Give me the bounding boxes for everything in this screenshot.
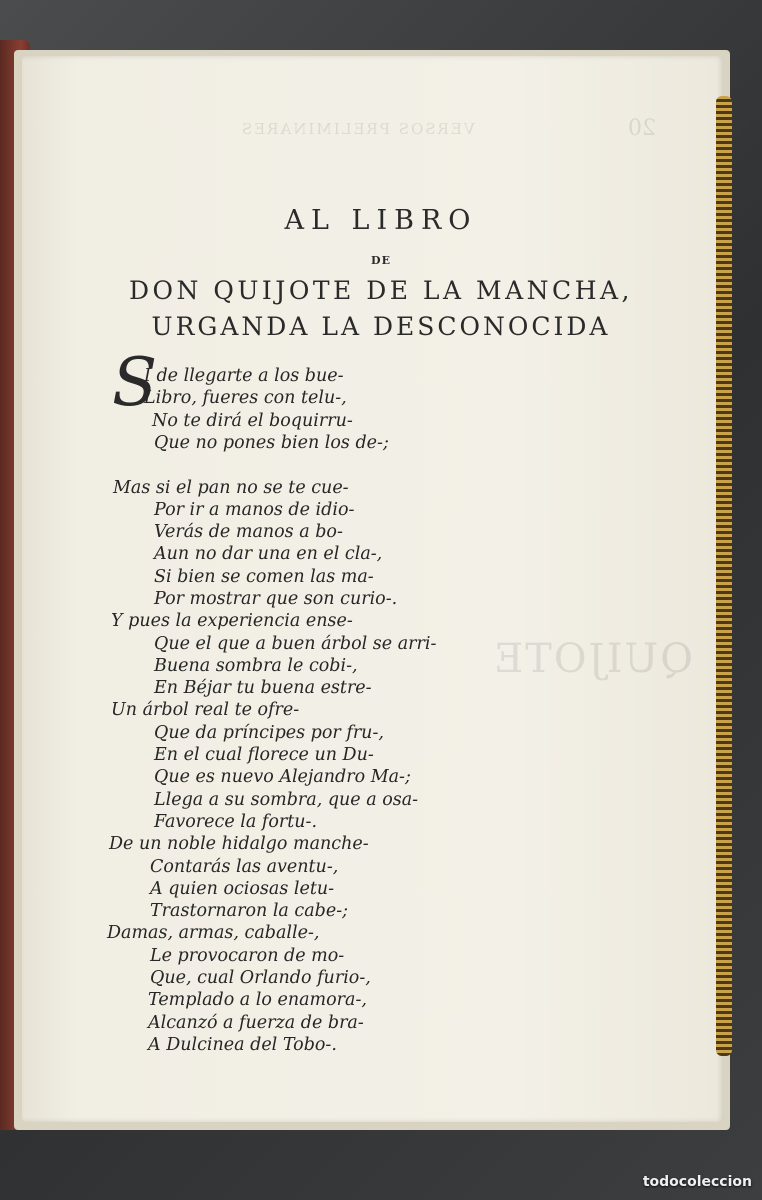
poem-line: Por ir a manos de idio- [154, 499, 355, 520]
drop-cap: S [112, 344, 158, 421]
bleed-through-running-head: VERSOS PRELIMINARES [240, 120, 475, 138]
poem-line: Llega a su sombra, que a osa- [154, 789, 419, 810]
poem-line: Un árbol real te ofre- [111, 700, 300, 721]
watermark: todocoleccion [642, 1174, 752, 1190]
bleed-through-large-text: QUIJOTE [492, 636, 694, 682]
poem-line: Que el que a buen árbol se arri- [154, 633, 437, 654]
poem-line: Trastornaron la cabe-; [150, 901, 349, 922]
poem-line: A Dulcinea del Tobo-. [148, 1034, 337, 1055]
title-line-1: AL LIBRO [284, 205, 478, 236]
title-line-2: DE [371, 254, 391, 267]
poem-line: Favorece la fortu-. [154, 811, 318, 832]
poem-line: Que es nuevo Alejandro Ma-; [154, 767, 411, 788]
poem-line: Verás de manos a bo- [154, 522, 343, 543]
poem-line: No te dirá el boquirru- [152, 410, 353, 431]
poem-line: Por mostrar que son curio-. [154, 588, 398, 609]
poem-line: Alcanzó a fuerza de bra- [148, 1012, 364, 1033]
poem-line: Que da príncipes por fru-, [154, 722, 384, 743]
poem-line: De un noble hidalgo manche- [109, 834, 369, 855]
poem-opening-lines [0, 365, 389, 454]
poem-line: Aun no dar una en el cla-, [154, 544, 383, 565]
poem-line: Templado a lo enamora-, [148, 990, 367, 1011]
poem-body [0, 477, 436, 1057]
poem-line: En el cual florece un Du- [154, 745, 374, 766]
title-line-4: URGANDA LA DESCONOCIDA [151, 312, 611, 341]
spine-stitching [716, 96, 732, 1056]
bleed-through-page-number: 20 [628, 116, 656, 141]
poem-line: A quien ociosas letu- [150, 878, 335, 899]
poem-line: Que no pones bien los de-; [154, 432, 389, 453]
poem-line: En Béjar tu buena estre- [154, 678, 372, 699]
poem-line: Si bien se comen las ma- [154, 566, 374, 587]
poem-line: Contarás las aventu-, [150, 856, 339, 877]
poem-line: Y pues la experiencia ense- [111, 611, 353, 632]
poem-line: Le provocaron de mo- [150, 945, 345, 966]
poem-line: Mas si el pan no se te cue- [113, 477, 349, 498]
title-line-3: DON QUIJOTE DE LA MANCHA, [129, 276, 633, 305]
poem-line: Libro, fueres con telu-, [144, 388, 347, 409]
poem-line: Buena sombra le cobi-, [154, 655, 358, 676]
poem-line: Damas, armas, caballe-, [107, 923, 320, 944]
poem-line: Que, cual Orlando furio-, [150, 968, 371, 989]
poem-line: I de llegarte a los bue- [144, 366, 344, 386]
